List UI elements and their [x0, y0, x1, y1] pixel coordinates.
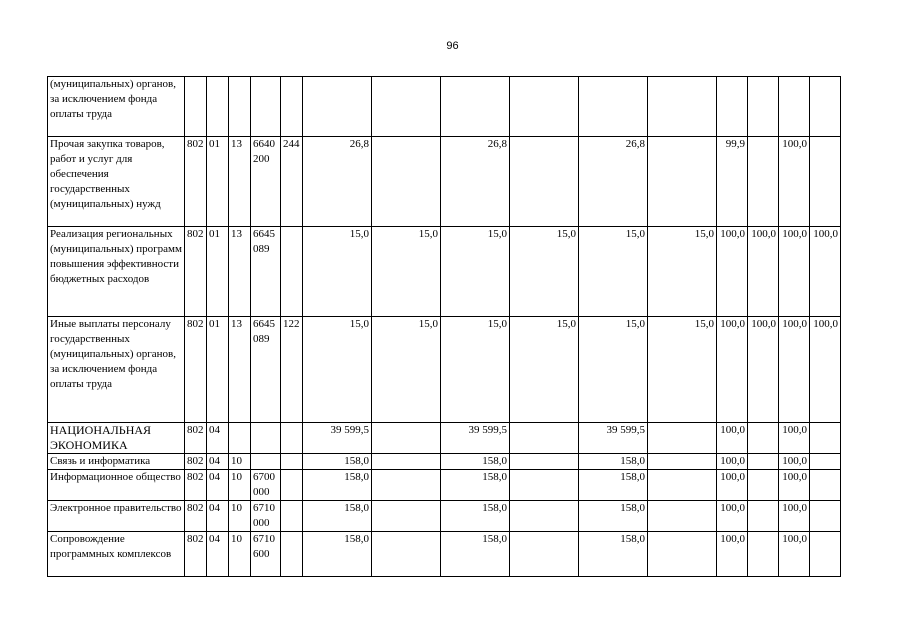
- value-col-4: [510, 137, 579, 227]
- value-col-1: 39 599,5: [303, 423, 372, 454]
- value-col-5: 158,0: [579, 470, 648, 501]
- subsection-code: 13: [229, 227, 251, 317]
- value-col-6: [648, 423, 717, 454]
- value-col-4: [510, 470, 579, 501]
- target-item-code: [251, 77, 281, 137]
- table-row: [48, 454, 841, 470]
- section-code: [207, 77, 229, 137]
- percent-col-3: 100,0: [779, 137, 810, 227]
- value-col-4: 15,0: [510, 227, 579, 317]
- section-code: 01: [207, 137, 229, 227]
- value-col-2: [372, 532, 441, 577]
- percent-col-2: [748, 423, 779, 454]
- value-col-5: 39 599,5: [579, 423, 648, 454]
- value-col-1: 158,0: [303, 470, 372, 501]
- percent-col-1: 100,0: [717, 423, 748, 454]
- expense-type-code: [281, 501, 303, 532]
- percent-col-2: [748, 470, 779, 501]
- percent-col-1: 100,0: [717, 470, 748, 501]
- target-item-code: 6710 000: [251, 501, 281, 532]
- value-col-3: 158,0: [441, 532, 510, 577]
- table-row: [48, 532, 841, 577]
- value-col-2: [372, 77, 441, 137]
- value-col-3: 39 599,5: [441, 423, 510, 454]
- target-item-code: 6700 000: [251, 470, 281, 501]
- target-item-code: [251, 454, 281, 470]
- table-row: [48, 423, 841, 454]
- percent-col-3: 100,0: [779, 454, 810, 470]
- target-item-code: 6640 200: [251, 137, 281, 227]
- admin-code: 802: [185, 137, 207, 227]
- percent-col-3: 100,0: [779, 470, 810, 501]
- value-col-2: [372, 454, 441, 470]
- subsection-code: [229, 423, 251, 454]
- table-row: [48, 227, 841, 317]
- admin-code: 802: [185, 454, 207, 470]
- value-col-1: 158,0: [303, 532, 372, 577]
- percent-col-2: [748, 501, 779, 532]
- row-name: (муниципальных) органов, за исключением фонда оплаты труда: [48, 77, 185, 137]
- budget-table: [47, 76, 841, 577]
- section-code: 04: [207, 470, 229, 501]
- value-col-4: [510, 454, 579, 470]
- subsection-code: 13: [229, 317, 251, 423]
- subsection-code: 13: [229, 137, 251, 227]
- value-col-6: [648, 454, 717, 470]
- value-col-3: 15,0: [441, 227, 510, 317]
- value-col-1: 158,0: [303, 501, 372, 532]
- percent-col-1: 100,0: [717, 532, 748, 577]
- percent-col-4: [810, 423, 841, 454]
- value-col-5: 158,0: [579, 532, 648, 577]
- expense-type-code: [281, 227, 303, 317]
- row-name: Иные выплаты персоналу государственных (муниципальных) органов, за исключением фонда оплаты труда: [48, 317, 185, 423]
- target-item-code: 6645 089: [251, 227, 281, 317]
- percent-col-1: [717, 77, 748, 137]
- table-row: [48, 501, 841, 532]
- page-number: 96: [446, 40, 459, 52]
- percent-col-2: [748, 532, 779, 577]
- table-row: [48, 77, 841, 137]
- expense-type-code: [281, 532, 303, 577]
- value-col-4: 15,0: [510, 317, 579, 423]
- section-code: 04: [207, 501, 229, 532]
- percent-col-1: 100,0: [717, 454, 748, 470]
- row-name: Реализация региональных (муниципальных) программ повышения эффективности бюджетных расходов: [48, 227, 185, 317]
- row-name: Прочая закупка товаров, работ и услуг для обеспечения государственных (муниципальных) нужд: [48, 137, 185, 227]
- value-col-6: 15,0: [648, 317, 717, 423]
- value-col-4: [510, 77, 579, 137]
- value-col-6: [648, 77, 717, 137]
- value-col-6: [648, 137, 717, 227]
- value-col-6: 15,0: [648, 227, 717, 317]
- admin-code: 802: [185, 532, 207, 577]
- value-col-4: [510, 532, 579, 577]
- percent-col-4: [810, 454, 841, 470]
- percent-col-3: 100,0: [779, 423, 810, 454]
- value-col-1: 15,0: [303, 317, 372, 423]
- percent-col-4: [810, 77, 841, 137]
- value-col-1: 158,0: [303, 454, 372, 470]
- value-col-1: 26,8: [303, 137, 372, 227]
- target-item-code: 6645 089: [251, 317, 281, 423]
- percent-col-4: [810, 501, 841, 532]
- subsection-code: [229, 77, 251, 137]
- percent-col-2: 100,0: [748, 227, 779, 317]
- section-code: 04: [207, 454, 229, 470]
- percent-col-1: 100,0: [717, 501, 748, 532]
- percent-col-3: 100,0: [779, 317, 810, 423]
- row-name: Электронное правительство: [48, 501, 185, 532]
- value-col-2: [372, 501, 441, 532]
- subsection-code: 10: [229, 532, 251, 577]
- admin-code: [185, 77, 207, 137]
- value-col-5: 158,0: [579, 501, 648, 532]
- percent-col-3: 100,0: [779, 227, 810, 317]
- value-col-3: [441, 77, 510, 137]
- table-row: [48, 137, 841, 227]
- value-col-3: 26,8: [441, 137, 510, 227]
- percent-col-2: [748, 137, 779, 227]
- percent-col-3: 100,0: [779, 501, 810, 532]
- percent-col-4: [810, 470, 841, 501]
- percent-col-1: 100,0: [717, 317, 748, 423]
- section-code: 04: [207, 423, 229, 454]
- value-col-6: [648, 470, 717, 501]
- value-col-5: [579, 77, 648, 137]
- value-col-2: 15,0: [372, 227, 441, 317]
- section-code: 01: [207, 227, 229, 317]
- section-code: 01: [207, 317, 229, 423]
- expense-type-code: [281, 77, 303, 137]
- row-name: НАЦИОНАЛЬНАЯ ЭКОНОМИКА: [48, 423, 185, 454]
- percent-col-2: [748, 454, 779, 470]
- expense-type-code: [281, 470, 303, 501]
- admin-code: 802: [185, 423, 207, 454]
- percent-col-2: [748, 77, 779, 137]
- percent-col-4: 100,0: [810, 317, 841, 423]
- subsection-code: 10: [229, 501, 251, 532]
- target-item-code: [251, 423, 281, 454]
- value-col-2: [372, 423, 441, 454]
- value-col-2: [372, 470, 441, 501]
- percent-col-3: 100,0: [779, 532, 810, 577]
- value-col-2: [372, 137, 441, 227]
- percent-col-1: 99,9: [717, 137, 748, 227]
- table-row: [48, 317, 841, 423]
- value-col-6: [648, 501, 717, 532]
- section-code: 04: [207, 532, 229, 577]
- value-col-2: 15,0: [372, 317, 441, 423]
- percent-col-2: 100,0: [748, 317, 779, 423]
- expense-type-code: [281, 423, 303, 454]
- subsection-code: 10: [229, 454, 251, 470]
- value-col-3: 158,0: [441, 470, 510, 501]
- target-item-code: 6710 600: [251, 532, 281, 577]
- percent-col-4: [810, 532, 841, 577]
- admin-code: 802: [185, 317, 207, 423]
- row-name: Сопровождение программных комплексов: [48, 532, 185, 577]
- percent-col-4: 100,0: [810, 227, 841, 317]
- value-col-1: 15,0: [303, 227, 372, 317]
- percent-col-4: [810, 137, 841, 227]
- row-name: Связь и информатика: [48, 454, 185, 470]
- value-col-5: 26,8: [579, 137, 648, 227]
- row-name: Информационное общество: [48, 470, 185, 501]
- value-col-3: 158,0: [441, 454, 510, 470]
- value-col-3: 15,0: [441, 317, 510, 423]
- percent-col-3: [779, 77, 810, 137]
- percent-col-1: 100,0: [717, 227, 748, 317]
- expense-type-code: 244: [281, 137, 303, 227]
- subsection-code: 10: [229, 470, 251, 501]
- value-col-4: [510, 423, 579, 454]
- value-col-3: 158,0: [441, 501, 510, 532]
- value-col-5: 15,0: [579, 317, 648, 423]
- value-col-6: [648, 532, 717, 577]
- value-col-5: 158,0: [579, 454, 648, 470]
- expense-type-code: [281, 454, 303, 470]
- value-col-4: [510, 501, 579, 532]
- admin-code: 802: [185, 501, 207, 532]
- table-row: [48, 470, 841, 501]
- value-col-1: [303, 77, 372, 137]
- admin-code: 802: [185, 227, 207, 317]
- admin-code: 802: [185, 470, 207, 501]
- value-col-5: 15,0: [579, 227, 648, 317]
- expense-type-code: 122: [281, 317, 303, 423]
